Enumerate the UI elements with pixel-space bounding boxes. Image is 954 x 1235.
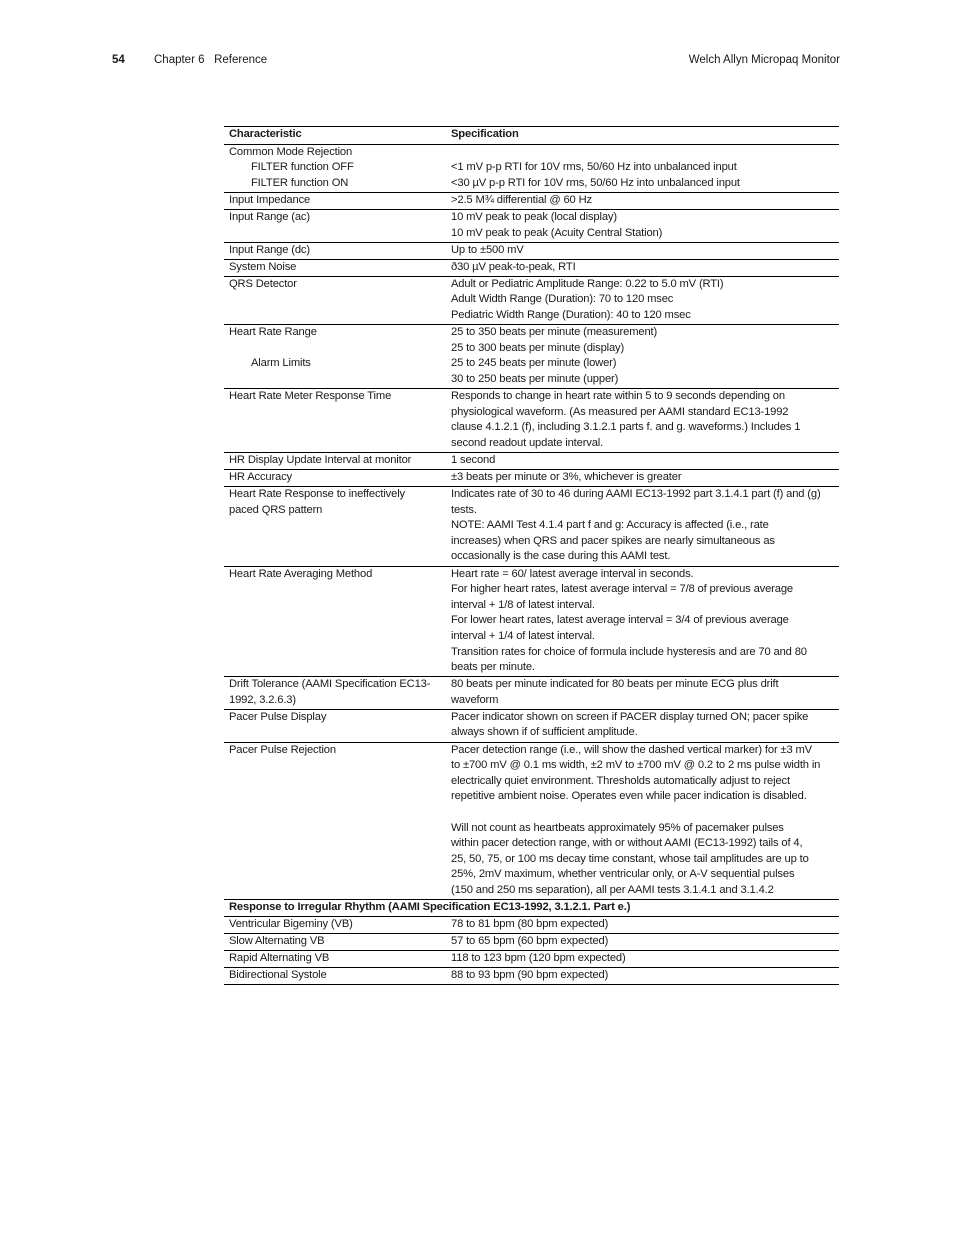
page-number: 54	[112, 54, 125, 66]
characteristic-cell: Pacer Pulse Rejection	[229, 743, 336, 756]
section-title: Response to Irregular Rhythm (AAMI Specification EC13-1992, 3.1.2.1. Part e.)	[229, 901, 631, 913]
specification-cell: Heart rate = 60/ latest average interval in seconds.	[451, 567, 694, 580]
specification-cell: 88 to 93 bpm (90 bpm expected)	[451, 969, 609, 982]
table-row	[224, 934, 839, 951]
specification-cell: Adult or Pediatric Amplitude Range: 0.22 to 5.0 mV (RTI)	[451, 277, 724, 290]
specification-cell: electrically quiet environment. Thresholds automatically adjust to reject	[451, 774, 790, 787]
characteristic-cell: Drift Tolerance (AAMI Specification EC13-	[229, 678, 431, 691]
table-row	[224, 389, 839, 453]
characteristic-cell: paced QRS pattern	[229, 503, 323, 516]
document-title: Welch Allyn Micropaq Monitor	[688, 54, 840, 66]
table-row	[224, 709, 839, 742]
characteristic-cell: Ventricular Bigeminy (VB)	[229, 918, 353, 931]
characteristic-cell: Common Mode Rejection	[229, 145, 353, 158]
specification-cell: ð30 µV peak-to-peak, RTI	[451, 260, 576, 273]
characteristic-cell: Alarm Limits	[251, 357, 311, 370]
specification-table	[224, 126, 839, 985]
table-row	[224, 742, 839, 899]
specification-cell: within pacer detection range, with or without AAMI (EC13-1992) tails of 4,	[451, 837, 803, 850]
specification-cell: second readout update interval.	[451, 436, 604, 449]
specification-cell: interval + 1/4 of latest interval.	[451, 629, 595, 642]
specification-cell: always shown if of sufficient amplitude.	[451, 726, 638, 739]
specification-cell: beats per minute.	[451, 661, 535, 674]
table-row	[224, 487, 839, 566]
specification-cell: Will not count as heartbeats approximately 95% of pacemaker pulses	[451, 821, 784, 834]
column-header-specification: Specification	[451, 128, 519, 140]
specification-cell: 25, 50, 75, or 100 ms decay time constant, whose tail amplitudes are up to	[451, 852, 809, 865]
characteristic-cell: Heart Rate Meter Response Time	[229, 390, 392, 402]
characteristic-cell: 1992, 3.2.6.3)	[229, 693, 296, 706]
characteristic-cell: FILTER function ON	[251, 176, 349, 189]
characteristic-cell: Rapid Alternating VB	[229, 952, 330, 965]
specification-cell: NOTE: AAMI Test 4.1.4 part f and g: Accuracy is affected (i.e., rate	[451, 519, 769, 532]
specification-cell: to ±700 mV @ 0.1 ms width, ±2 mV to ±700 mV @ 0.2 to 2 ms pulse width in	[451, 759, 821, 772]
table-row	[224, 968, 839, 985]
table-row	[224, 566, 839, 677]
column-header-characteristic: Characteristic	[229, 128, 302, 140]
section-header-row	[224, 900, 839, 917]
characteristic-cell: Slow Alternating VB	[229, 935, 325, 948]
characteristic-cell: QRS Detector	[229, 277, 297, 290]
specification-cell: Pacer indicator shown on screen if PACER display turned ON; pacer spike	[451, 710, 809, 723]
specification-cell: Responds to change in heart rate within 5 to 9 seconds depending on	[451, 390, 785, 402]
specification-cell: ±3 beats per minute or 3%, whichever is greater	[451, 470, 682, 483]
specification-cell: clause 4.1.2.1 (f), including 3.1.2.1 parts f. and g. waveforms.) Includes 1	[451, 421, 801, 434]
characteristic-cell: Input Range (ac)	[229, 210, 310, 223]
specification-cell: <30 µV p-p RTI for 10V rms, 50/60 Hz into unbalanced input	[451, 176, 740, 189]
table-row	[224, 209, 839, 242]
specification-cell: 78 to 81 bpm (80 bpm expected)	[451, 918, 609, 931]
specification-cell: 10 mV peak to peak (Acuity Central Station)	[451, 226, 663, 239]
table-row	[224, 325, 839, 389]
specification-cell: (150 and 250 ms separation), all per AAMI tests 3.1.4.1 and 3.1.4.2	[451, 883, 774, 896]
characteristic-cell: FILTER function OFF	[251, 161, 354, 174]
specification-cell: 25 to 350 beats per minute (measurement)	[451, 326, 658, 339]
specification-cell: tests.	[451, 503, 477, 516]
specification-cell	[451, 145, 835, 161]
specification-cell: For higher heart rates, latest average interval = 7/8 of previous average	[451, 583, 793, 596]
characteristic-cell: Pacer Pulse Display	[229, 710, 327, 723]
characteristic-cell: Input Range (dc)	[229, 243, 310, 256]
specification-cell: For lower heart rates, latest average interval = 3/4 of previous average	[451, 614, 789, 627]
chapter-label: Chapter 6 Reference	[154, 54, 268, 66]
specification-cell: 25 to 300 beats per minute (display)	[451, 341, 625, 354]
specification-cell: repetitive ambient noise. Operates even while pacer indication is disabled.	[451, 790, 807, 803]
specification-cell: increases) when QRS and pacer spikes are nearly simultaneous as	[451, 534, 775, 547]
specification-cell: occasionally is the case during this AAMI test.	[451, 550, 671, 563]
characteristic-cell: Input Impedance	[229, 193, 311, 206]
specification-cell: Indicates rate of 30 to 46 during AAMI EC13-1992 part 3.1.4.1 part (f) and (g)	[451, 488, 821, 501]
characteristic-cell: Bidirectional Systole	[229, 969, 327, 982]
specification-cell: Transition rates for choice of formula include hysteresis and are 70 and 80	[451, 645, 807, 658]
table-row	[224, 144, 839, 192]
characteristic-cell: HR Display Update Interval at monitor	[229, 453, 412, 466]
table-header-row	[224, 127, 839, 145]
specification-cell: 1 second	[451, 453, 496, 466]
specification-cell: Pacer detection range (i.e., will show the dashed vertical marker) for ±3 mV	[451, 743, 812, 756]
specification-cell: 57 to 65 bpm (60 bpm expected)	[451, 935, 609, 948]
characteristic-cell: Heart Rate Averaging Method	[229, 567, 373, 580]
specification-cell: Pediatric Width Range (Duration): 40 to 120 msec	[451, 309, 691, 322]
characteristic-cell: Heart Rate Range	[229, 326, 317, 339]
table-row	[224, 469, 839, 486]
specification-cell: 80 beats per minute indicated for 80 beats per minute ECG plus drift	[451, 678, 779, 691]
page-header	[112, 53, 840, 69]
table-row	[224, 192, 839, 209]
specification-cell: 118 to 123 bpm (120 bpm expected)	[451, 952, 626, 965]
table-row	[224, 917, 839, 934]
table-row	[224, 259, 839, 276]
specification-cell: 10 mV peak to peak (local display)	[451, 210, 617, 223]
characteristic-cell: HR Accuracy	[229, 470, 293, 483]
table-row	[224, 242, 839, 259]
specification-cell: waveform	[451, 693, 499, 706]
specification-cell: >2.5 M¾ differential @ 60 Hz	[451, 193, 592, 206]
table-row	[224, 452, 839, 469]
specification-cell: 25%, 2mV maximum, whether ventricular only, or A-V sequential pulses	[451, 868, 795, 881]
specification-cell: Up to ±500 mV	[451, 243, 524, 256]
table-row	[224, 677, 839, 710]
characteristic-cell: System Noise	[229, 260, 297, 273]
specification-cell: <1 mV p-p RTI for 10V rms, 50/60 Hz into unbalanced input	[451, 161, 737, 174]
table-row	[224, 276, 839, 324]
specification-cell: 25 to 245 beats per minute (lower)	[451, 357, 617, 370]
characteristic-cell: Heart Rate Response to ineffectively	[229, 488, 405, 501]
specification-cell: interval + 1/8 of latest interval.	[451, 598, 595, 611]
specification-cell: physiological waveform. (As measured per AAMI standard EC13-1992	[451, 405, 789, 418]
specification-cell: Adult Width Range (Duration): 70 to 120 msec	[451, 293, 674, 306]
table-row	[224, 951, 839, 968]
specification-cell: 30 to 250 beats per minute (upper)	[451, 372, 619, 385]
